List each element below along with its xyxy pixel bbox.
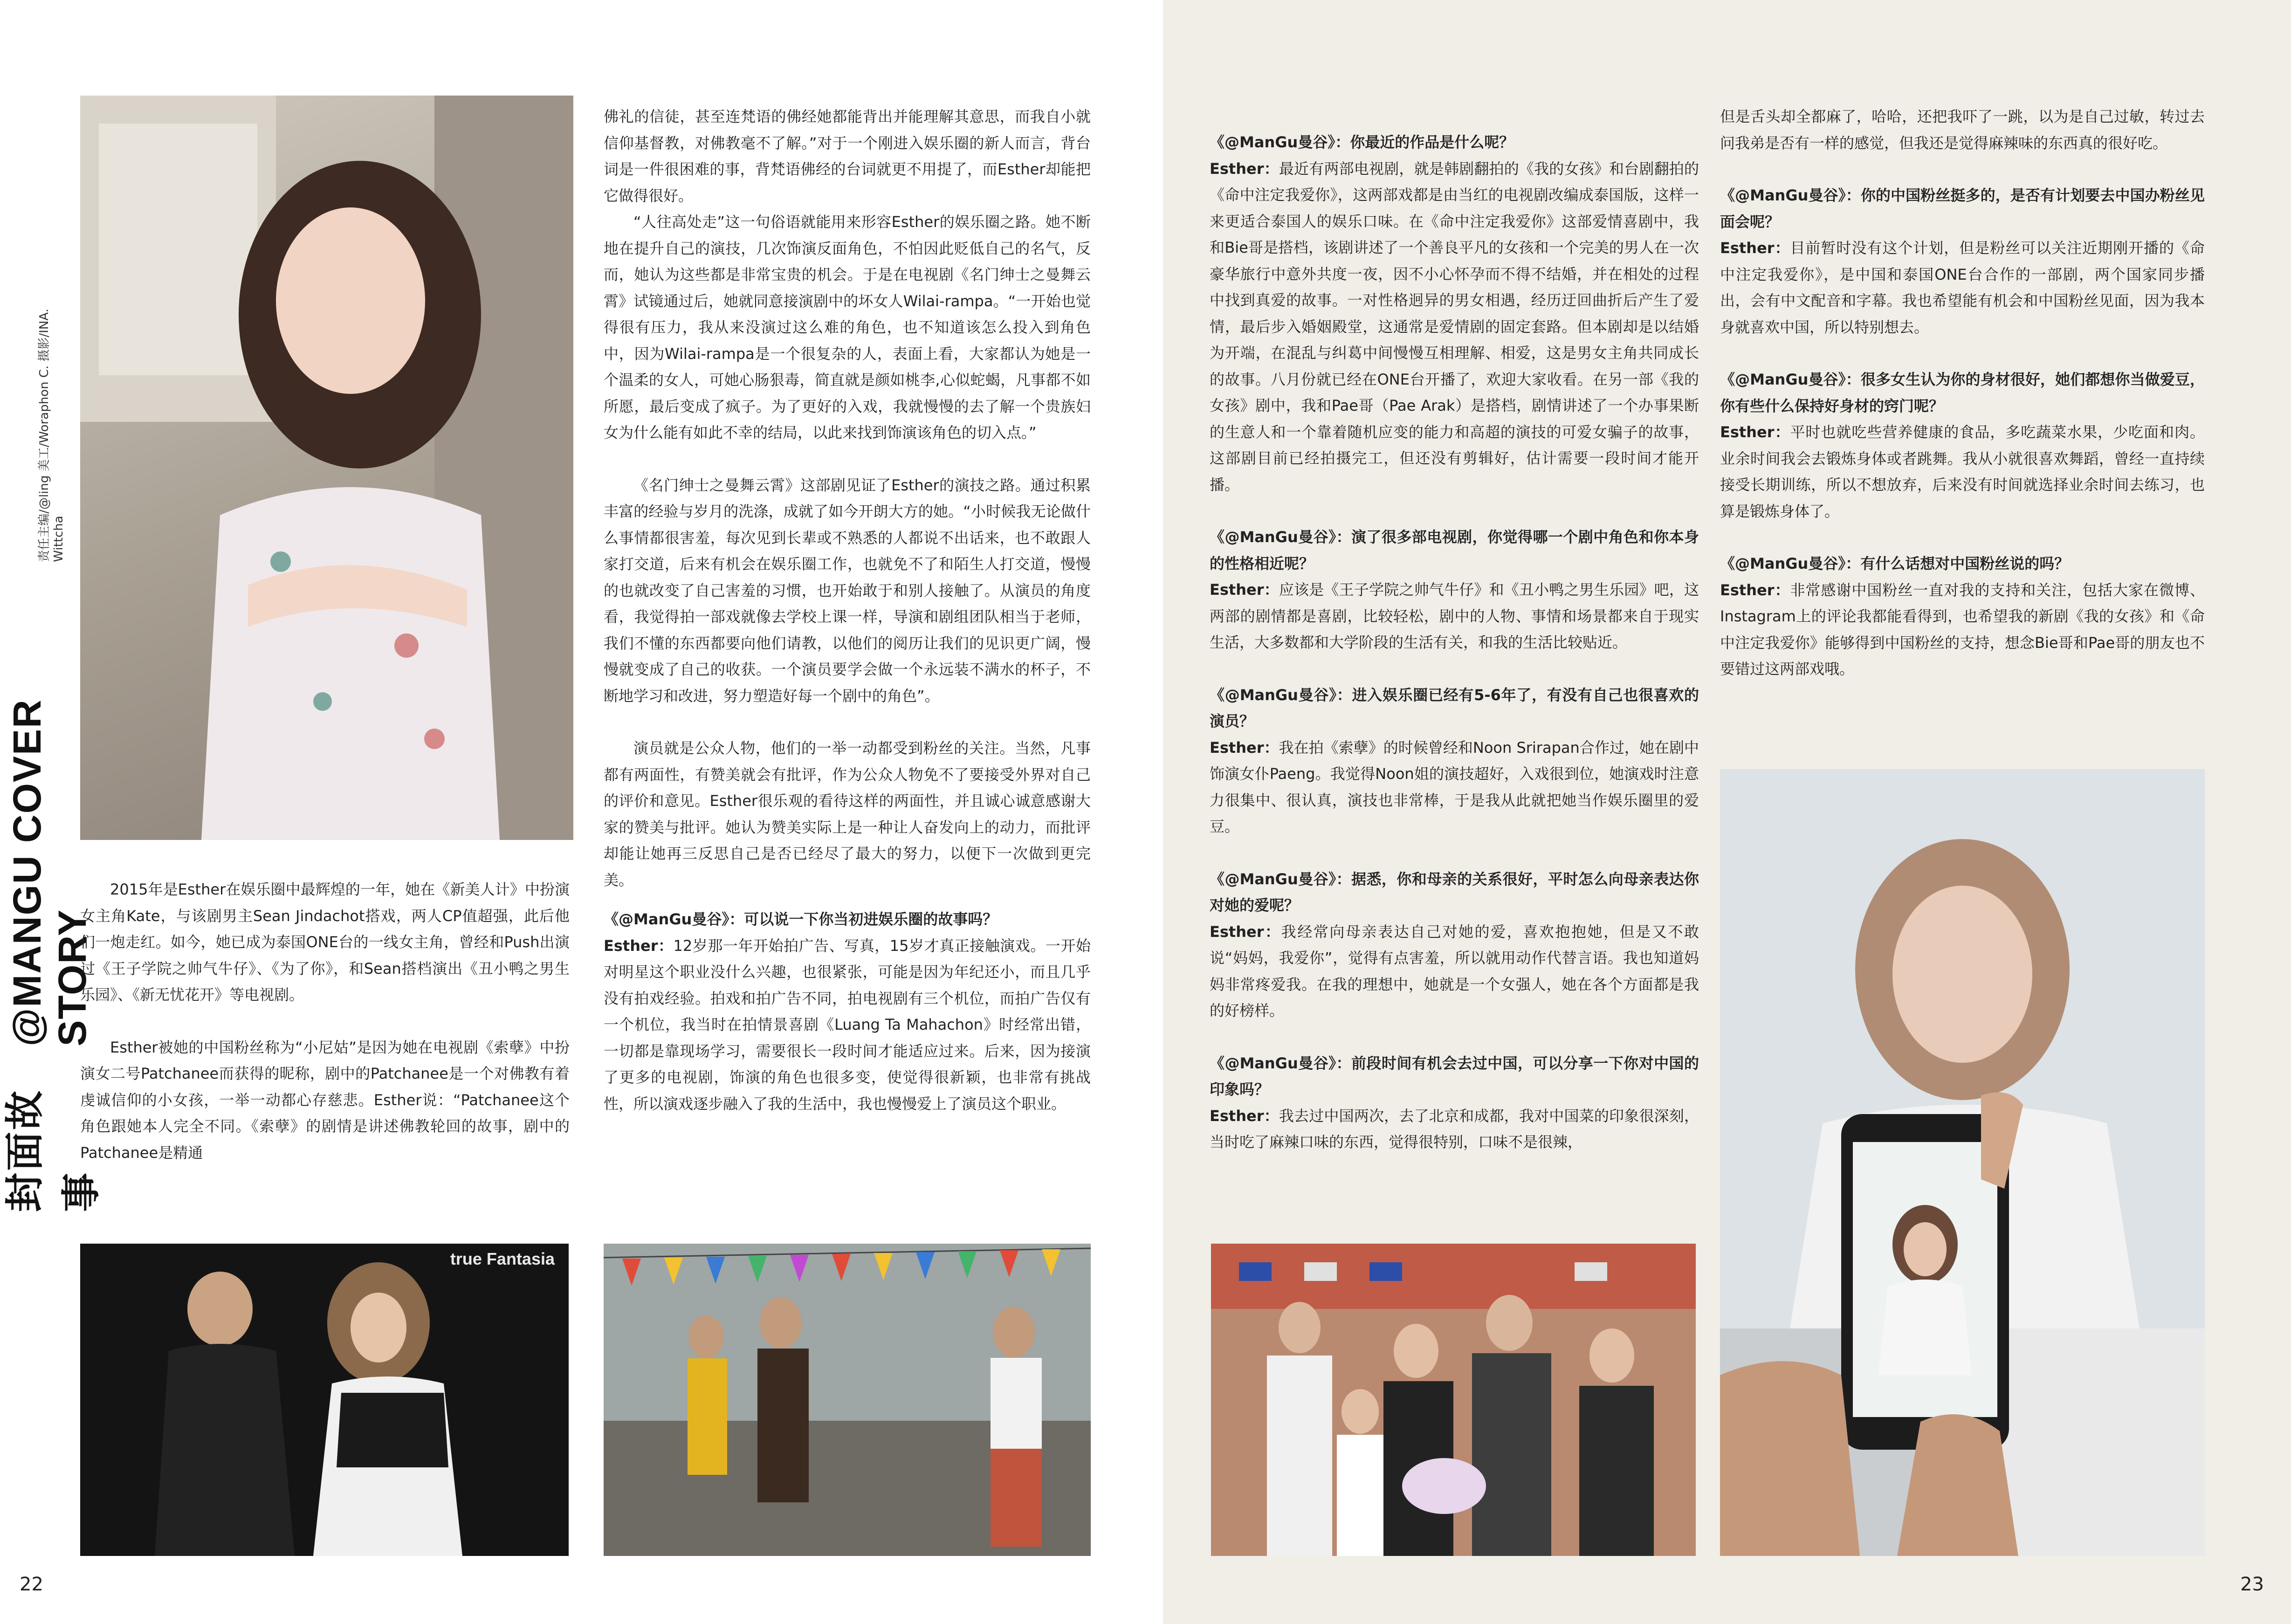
paragraph: 佛礼的信徒，甚至连梵语的佛经她都能背出并能理解其意思，而我自小就信仰基督教，对佛教毫不了解。”对于一个刚进入娱乐圈的新人而言，背台词是一件很困难的事，背梵语佛经的台词就更不用提了，而Esther却能把它做得很好。 [604, 108, 1091, 205]
answer-text: 应该是《王子学院之帅气牛仔》和《丑小鸭之男生乐园》吧，这两部的剧情都是喜剧，比较轻松，剧中的人物、事情和场景都来自于现实生活，大多数都和大学阶段的生活有关，和我的生活比较贴近。 [1210, 581, 1699, 651]
phone-video-call-illustration [1720, 769, 2205, 1556]
credit-line: 责任主编/@ling 美工/Woraphon C. 摄影/INA. Wittcha [37, 309, 66, 562]
speaker-label: Esther： [604, 936, 674, 955]
true-fantasia-logo: true Fantasia [450, 1249, 555, 1268]
page-number-right: 23 [2240, 1574, 2264, 1595]
answer-text: 我去过中国两次，去了北京和成都，我对中国菜的印象很深刻，当时吃了麻辣口味的东西，觉得很特别，口味不是很辣， [1210, 1107, 1699, 1151]
speaker-label: Esther： [1210, 581, 1279, 599]
section-title: 封面故事 [2, 1088, 104, 1212]
answer-text: 最近有两部电视剧，就是韩剧翻拍的《我的女孩》和台剧翻拍的《命中注定我爱你》，这两部戏都是由当红的电视剧改编成泰国版，这样一来更适合泰国人的娱乐口味。在《命中注定我爱你》这部爱情喜剧中，我和Bie哥是搭档，该剧讲述了一个善良平凡的女孩和一个完美的男人在一次豪华旅行中意外共度一夜，因不小心怀孕而不得不结婚，并在相处的过程中找到真爱的故事。一对性格迥异的男女相遇，经历迂回曲折后产生了爱情，最后步入婚姻殿堂，这通常是爱情剧的固定套路。但本剧却是以结婚为开端，在混乱与纠葛中间慢慢互相理解、相爱，这是男女主角共同成长的故事。八月份就已经在ONE台开播了，欢迎大家收看。在另一部《我的女孩》剧中，我和Pae哥（Pae Arak）是搭档，剧情讲述了一个办事果断的生意人和一个靠着随机应变的能力和高超的演技的可爱女骗子的故事，这部剧目前已经拍摄完工，但还没有剪辑好，估计需要一段时间才能开播。 [1210, 159, 1699, 494]
family-graduation-photo [1211, 1244, 1696, 1556]
speaker-label: Esther： [1720, 423, 1790, 441]
interview-answer [604, 933, 1091, 1117]
interview-question: 《@ManGu曼谷》：进入娱乐圈已经有5-6年了，有没有自己也很喜欢的演员？ [1210, 686, 1699, 730]
left-column-1 [80, 876, 570, 1166]
stage-performance-illustration [80, 1244, 569, 1556]
paragraph: Esther被她的中国粉丝称为“小尼姑”是因为她在电视剧《索孽》中扮演女二号Patchanee而获得的昵称，剧中的Patchanee是一个对佛教有着虔诚信仰的小女孩，一举一动都心存慈悲。Esther说：“Patchanee这个角色跟她本人完全不同。《索孽》的剧情是讲述佛教轮回的故事，剧中的Patchanee是精通 [80, 1038, 570, 1162]
answer-text: 12岁那一年开始拍广告、写真，15岁才真正接触演戏。一开始对明星这个职业没什么兴趣，也很紧张，可能是因为年纪还小，而且几乎没有拍戏经验。拍戏和拍广告不同，拍电视剧有三个机位，而拍广告仅有一个机位，我当时在拍情景喜剧《Luang Ta Mahachon》时经常出错，一切都是靠现场学习，需要很长一段时间才能适应过来。后来，因为接演了更多的电视剧，饰演的角色也很多变，使觉得很新颖，也非常有挑战性，所以演戏逐步融入了我的生活中，我也慢慢爱上了演员这个职业。 [604, 936, 1091, 1113]
interview-answer [1720, 235, 2205, 340]
right-column-2 [1720, 103, 2205, 682]
speaker-label: Esther： [1210, 1107, 1279, 1125]
answer-text: 目前暂时没有这个计划，但是粉丝可以关注近期刚开播的《命中注定我爱你》，是中国和泰国ONE台合作的一部剧，两个国家同步播出，会有中文配音和字幕。我也希望能有机会和中国粉丝见面，因为我本身就喜欢中国，所以特别想去。 [1720, 239, 2205, 336]
interview-question: 《@ManGu曼谷》：可以说一下你当初进娱乐圈的故事吗？ [604, 910, 998, 928]
speaker-label: Esther： [1720, 581, 1790, 599]
answer-text: 非常感谢中国粉丝一直对我的支持和关注，包括大家在微博、Instagram上的评论我都能看得到，也希望我的新剧《我的女孩》和《命中注定我爱你》能够得到中国粉丝的支持，想念Bie哥和Pae哥的朋友也不要错过这两部戏哦。 [1720, 581, 2205, 678]
interview-answer [1210, 156, 1699, 498]
left-column-2 [604, 103, 1091, 1117]
interview-answer [1210, 1103, 1699, 1156]
interview-answer [1210, 919, 1699, 1024]
speaker-label: Esther： [1720, 239, 1790, 257]
interview-answer [1720, 419, 2205, 524]
stage-performance-photo [80, 1244, 569, 1556]
answer-text: 平时也就吃些营养健康的食品，多吃蔬菜水果，少吃面和肉。业余时间我会去锻炼身体或者跳舞。我从小就很喜欢舞蹈，曾经一直持续接受长期训练，所以不想放弃，后来没有时间就选择业余时间去练习，也算是锻炼身体了。 [1720, 423, 2205, 520]
speaker-label: Esther： [1210, 738, 1279, 757]
interview-answer [1210, 577, 1699, 656]
interview-question: 《@ManGu曼谷》：演了很多部电视剧，你觉得哪一个剧中角色和你本身的性格相近呢？ [1210, 528, 1699, 572]
interview-question: 《@ManGu曼谷》：你最近的作品是什么呢？ [1210, 133, 1514, 151]
family-graduation-illustration [1211, 1244, 1696, 1556]
paragraph: 2015年是Esther在娱乐圈中最辉煌的一年，她在《新美人计》中扮演女主角Kate，与该剧男主Sean Jindachot搭戏，两人CP值超强，此后他们一炮走红。如今，她已成为泰国ONE台的一线女主角，曾经和Push出演过《王子学院之帅气牛仔》、《为了你》，和Sean搭档演出《丑小鸭之男生乐园》、《新无忧花开》等电视剧。 [80, 881, 570, 1004]
paragraph: 《名门绅士之曼舞云霄》这部剧见证了Esther的演技之路。通过积累丰富的经验与岁月的洗涤，成就了如今开朗大方的她。“小时候我无论做什么事情都很害羞，每次见到长辈或不熟悉的人都说不出话来，也不敢跟人家打交道，后来有机会在娱乐圈工作，也就免不了和陌生人打交道，慢慢的也就改变了自己害羞的习惯，也开始敢于和别人接触了。从演员的角度看，我觉得拍一部戏就像去学校上课一样，导演和剧组团队相当于老师，我们不懂的东西都要向他们请教，以他们的阅历让我们的见识更广阔，慢慢就变成了自己的收获。一个演员要学会做一个永远装不满水的杯子，不断地学习和改进，努力塑造好每一个剧中的角色”。 [604, 476, 1091, 705]
page-number-left: 22 [20, 1574, 43, 1595]
interview-question: 《@ManGu曼谷》：有什么话想对中国粉丝说的吗？ [1720, 555, 2070, 572]
vertical-section-label [2, 280, 104, 1212]
portrait-figure-illustration [80, 96, 573, 840]
interview-question: 《@ManGu曼谷》：据悉，你和母亲的关系很好，平时怎么向母亲表达你对她的爱呢？ [1210, 870, 1699, 914]
interview-question: 《@ManGu曼谷》：很多女生认为你的身材很好，她们都想你当做爱豆，你有些什么保持好身材的窍门呢？ [1720, 371, 2205, 415]
cover-portrait-photo [80, 96, 573, 840]
interview-question: 《@ManGu曼谷》：前段时间有机会去过中国，可以分享一下你对中国的印象吗？ [1210, 1054, 1699, 1098]
speaker-label: Esther： [1210, 922, 1281, 941]
paragraph: “人往高处走”这一句俗语就能用来形容Esther的娱乐圈之路。她不断地在提升自己的演技，几次饰演反面角色，不怕因此贬低自己的名气，反而，她认为这些都是非常宝贵的机会。于是在电视剧《名门绅士之曼舞云霄》试镜通过后，她就同意接演剧中的坏女人Wilai-rampa。“一开始也觉得很有压力，我从来没演过这么难的角色，也不知道该怎么投入到角色中，因为Wilai-rampa是一个很复杂的人，表面上看，大家都认为她是一个温柔的女人，可她心肠狠毒，简直就是颜如桃李,心似蛇蝎，凡事都不如所愿，最后变成了疯子。为了更好的入戏，我就慢慢的去了解一个贵族妇女为什么能有如此不幸的结局，以此来找到饰演该角色的切入点。” [604, 213, 1091, 441]
speaker-label: Esther： [1210, 159, 1279, 178]
phone-video-call-photo [1720, 769, 2205, 1556]
film-scene-illustration [604, 1244, 1091, 1556]
answer-text: 我在拍《索孽》的时候曾经和Noon Srirapan合作过，她在剧中饰演女仆Paeng。我觉得Noon姐的演技超好，入戏很到位，她演戏时注意力很集中、很认真，演技也非常棒，于是我从此就把她当作娱乐圈里的爱豆。 [1210, 738, 1699, 835]
film-scene-photo [604, 1244, 1091, 1556]
paragraph: 但是舌头却全都麻了，哈哈，还把我吓了一跳，以为是自己过敏，转过去问我弟是否有一样的感觉，但我还是觉得麻辣味的东西真的很好吃。 [1720, 108, 2205, 152]
interview-answer [1210, 735, 1699, 840]
interview-answer [1720, 577, 2205, 682]
paragraph: 演员就是公众人物，他们的一举一动都受到粉丝的关注。当然，凡事都有两面性，有赞美就会有批评，作为公众人物免不了要接受外界对自己的评价和意见。Esther很乐观的看待这样的两面性，并且诚心诚意感谢大家的赞美与批评。她认为赞美实际上是一种让人奋发向上的动力，而批评却能让她再三反思自己是否已经尽了最大的努力，以便下一次做到更完美。 [604, 739, 1091, 889]
answer-text: 我经常向母亲表达自己对她的爱，喜欢抱抱她，但是又不敢说“妈妈，我爱你”，觉得有点害羞，所以就用动作代替言语。我也知道妈妈非常疼爱我。在我的理想中，她就是一个女强人，她在各个方面都是我的好榜样。 [1210, 922, 1699, 1019]
brand-label: @MANGU COVER STORY [5, 699, 94, 1046]
right-column-1 [1210, 129, 1699, 1156]
interview-question: 《@ManGu曼谷》：你的中国粉丝挺多的，是否有计划要去中国办粉丝见面会呢？ [1720, 186, 2205, 231]
